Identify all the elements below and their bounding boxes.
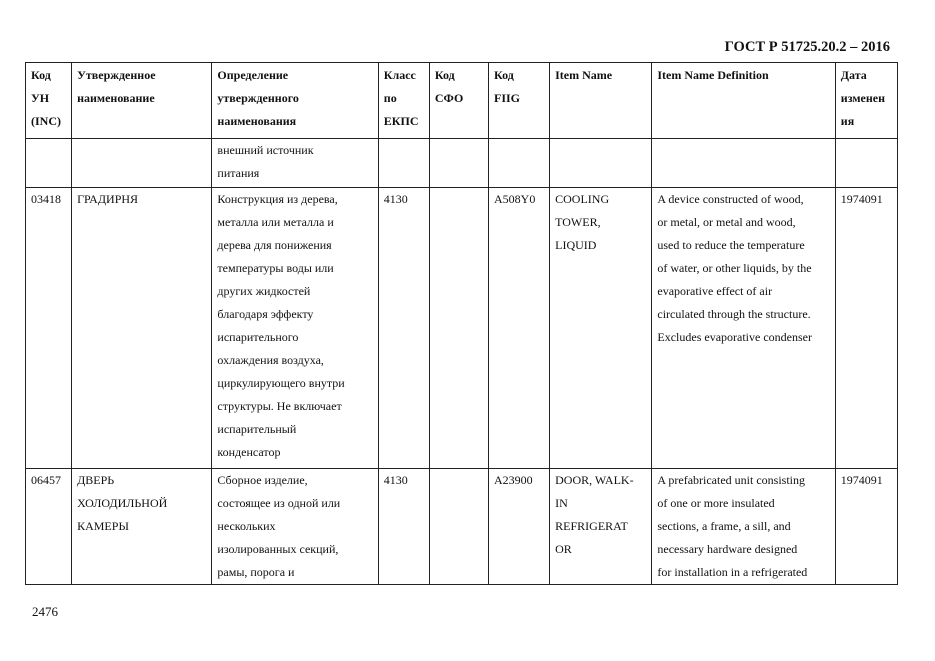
text-line: DOOR, WALK- (555, 473, 634, 487)
text-line: (INC) (31, 114, 61, 128)
text-line: испарительный (217, 422, 297, 436)
cell-item-definition (652, 469, 835, 585)
text-line: ЕКПС (383, 114, 419, 128)
cell-definition (212, 188, 378, 469)
cell-fiig-code (489, 139, 550, 188)
text-line: A prefabricated unit consisting (657, 473, 806, 487)
text-line: COOLING (555, 192, 610, 206)
cell-ekps-class: 4130 (378, 188, 429, 469)
text-line: структуры. Не включает (217, 399, 342, 413)
text-line: LIQUID (555, 238, 597, 252)
text-line: Item Name Definition (657, 68, 769, 82)
text-line: or metal, or metal and wood, (657, 215, 796, 229)
table-row (26, 188, 898, 469)
page-number: 2476 (32, 604, 58, 619)
text-line: used to reduce the temperature (657, 238, 805, 252)
header-change-date (835, 63, 897, 139)
header-sfo-code (429, 63, 488, 139)
cell-ekps-class: 4130 (378, 469, 429, 585)
text-line: for installation in a refrigerated (657, 565, 808, 579)
text-line: дерева для понижения (217, 238, 332, 252)
header-item-name-definition (652, 63, 835, 139)
text-line: sections, a frame, a sill, and (657, 519, 791, 533)
text-line: наименование (77, 91, 155, 105)
cell-date: 1974091 (835, 469, 897, 585)
text-line: Сборное изделие, (217, 473, 308, 487)
text-line: Код (31, 68, 51, 82)
text-line: КАМЕРЫ (77, 519, 129, 533)
text-line: нескольких (217, 519, 276, 533)
cell-name (72, 139, 212, 188)
text-line: Определение (217, 68, 289, 82)
table-row-continuation (26, 139, 898, 188)
table-header-row (26, 63, 898, 139)
text-line: Excludes evaporative condenser (657, 330, 812, 344)
cell-item-definition (652, 139, 835, 188)
cell-definition (212, 469, 378, 585)
text-line: внешний источник (217, 143, 314, 157)
text-line: Код (494, 68, 514, 82)
text-line: других жидкостей (217, 284, 311, 298)
text-line: Дата (840, 68, 867, 82)
text-line: TOWER, (555, 215, 601, 229)
cell-item-name (550, 139, 652, 188)
text-line: of one or more insulated (657, 496, 775, 510)
text-line: evaporative effect of air (657, 284, 773, 298)
header-item-name (550, 63, 652, 139)
text-line: Утвержденное (77, 68, 156, 82)
header-approved-name (72, 63, 212, 139)
text-line: Класс (383, 68, 416, 82)
text-line: циркулирующего внутри (217, 376, 345, 390)
text-line: ДВЕРЬ (77, 473, 115, 487)
text-line: REFRIGERAT (555, 519, 628, 533)
catalog-table (25, 62, 898, 585)
text-line: Item Name (555, 68, 613, 82)
text-line: изолированных секций, (217, 542, 339, 556)
text-line: конденсатор (217, 445, 281, 459)
cell-inc: 06457 (26, 469, 72, 585)
text-line: ия (840, 114, 855, 128)
cell-sfo-code (429, 188, 488, 469)
text-line: FIIG (494, 91, 521, 105)
cell-inc: 03418 (26, 188, 72, 469)
header-inc-code (26, 63, 72, 139)
text-line: Конструкция из дерева, (217, 192, 338, 206)
text-line: circulated through the structure. (657, 307, 811, 321)
text-line: температуры воды или (217, 261, 334, 275)
cell-fiig-code: A23900 (489, 469, 550, 585)
cell-date (835, 139, 897, 188)
text-line: испарительного (217, 330, 299, 344)
text-line: ХОЛОДИЛЬНОЙ (77, 496, 168, 510)
text-line: по (383, 91, 397, 105)
header-fiig-code (489, 63, 550, 139)
text-line: OR (555, 542, 572, 556)
text-line: A device constructed of wood, (657, 192, 804, 206)
text-line: necessary hardware designed (657, 542, 798, 556)
text-line: изменен (840, 91, 886, 105)
cell-item-definition (652, 188, 835, 469)
header-ekps-class (378, 63, 429, 139)
text-line: Код (434, 68, 455, 82)
text-line: IN (555, 496, 568, 510)
cell-inc (26, 139, 72, 188)
cell-ekps-class (378, 139, 429, 188)
text-line: питания (217, 166, 260, 180)
text-line: металла или металла и (217, 215, 334, 229)
text-line: СФО (434, 91, 464, 105)
header-name-definition (212, 63, 378, 139)
cell-name (72, 188, 212, 469)
text-line: ГРАДИРНЯ (77, 192, 139, 206)
text-line: утвержденного (217, 91, 299, 105)
cell-fiig-code: A508Y0 (489, 188, 550, 469)
text-line: рамы, порога и (217, 565, 295, 579)
cell-item-name (550, 469, 652, 585)
standard-designation: ГОСТ Р 51725.20.2 – 2016 (724, 39, 890, 55)
text-line: УН (31, 91, 50, 105)
text-line: наименования (217, 114, 297, 128)
cell-sfo-code (429, 469, 488, 585)
table-row (26, 469, 898, 585)
text-line: of water, or other liquids, by the (657, 261, 812, 275)
cell-sfo-code (429, 139, 488, 188)
text-line: состоящее из одной или (217, 496, 341, 510)
cell-name (72, 469, 212, 585)
cell-item-name (550, 188, 652, 469)
text-line: охлаждения воздуха, (217, 353, 324, 367)
cell-date: 1974091 (835, 188, 897, 469)
text-line: благодаря эффекту (217, 307, 314, 321)
cell-definition (212, 139, 378, 188)
